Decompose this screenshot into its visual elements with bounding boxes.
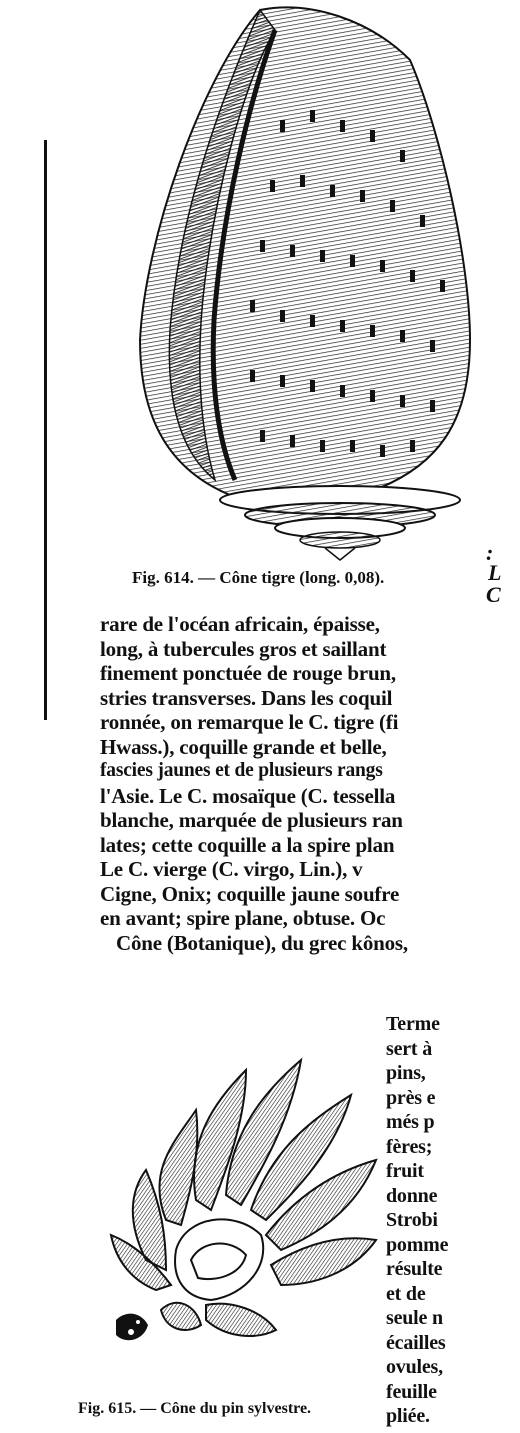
vertical-rule <box>44 140 47 720</box>
pine-cone-illustration <box>86 1020 386 1390</box>
text-line: près e <box>386 1086 436 1109</box>
margin-fragment: : <box>486 540 494 565</box>
text-line: pomme <box>386 1233 449 1256</box>
text-line: donne <box>386 1184 438 1207</box>
margin-fragment: L <box>488 560 502 585</box>
text-line: blanche, marquée de plusieurs ran <box>100 808 403 832</box>
text-line: pliée. <box>386 1405 430 1427</box>
text-line: fascies jaunes et de plusieurs rangs <box>100 760 383 781</box>
text-line: pins, <box>386 1062 426 1084</box>
figure-614-caption: Fig. 614. — Cône tigre (long. 0,08). <box>132 568 385 587</box>
right-column-text <box>386 1012 516 1429</box>
text-line: Hwass.), coquille grande et belle, <box>100 734 387 759</box>
text-line: seule n <box>386 1307 443 1329</box>
text-line: ronnée, on remarque le C. tigre (fi <box>100 710 399 734</box>
article-text <box>100 612 520 955</box>
text-line: fruit <box>386 1160 424 1182</box>
text-line: Cône (Botanique), du grec kônos, <box>116 930 408 955</box>
cone-shell-illustration <box>110 0 500 570</box>
text-line: résulte <box>386 1258 443 1280</box>
text-line: Terme <box>386 1013 440 1035</box>
text-line: Strobi <box>386 1209 438 1231</box>
text-line: Cigne, Onix; coquille jaune soufre <box>100 881 400 906</box>
text-line: finement ponctuée de rouge brun, <box>100 661 396 685</box>
figure-615-caption: Fig. 615. — Cône du pin sylvestre. <box>78 1400 312 1417</box>
text-line: long, à tubercules gros et saillant <box>100 636 387 661</box>
text-line: lates; cette coquille a la spire plan <box>100 832 395 857</box>
text-line: més p <box>386 1111 435 1133</box>
text-line: Le C. vierge (C. virgo, Lin.), v <box>100 857 363 881</box>
text-line: rare de l'océan africain, épaisse, <box>100 612 380 636</box>
text-line: feuille <box>386 1380 437 1403</box>
margin-fragment: C <box>486 582 501 607</box>
text-line: en avant; spire plane, obtuse. Oc <box>100 906 386 930</box>
text-line: sert à <box>386 1037 432 1060</box>
text-line: ovules, <box>386 1356 443 1378</box>
text-line: et de <box>386 1282 426 1305</box>
text-line: stries transverses. Dans les coquil <box>100 685 393 710</box>
text-line: l'Asie. Le C. mosaïque (C. tessella <box>100 783 396 808</box>
text-line: fères; <box>386 1135 433 1158</box>
text-line: écailles <box>386 1331 446 1354</box>
